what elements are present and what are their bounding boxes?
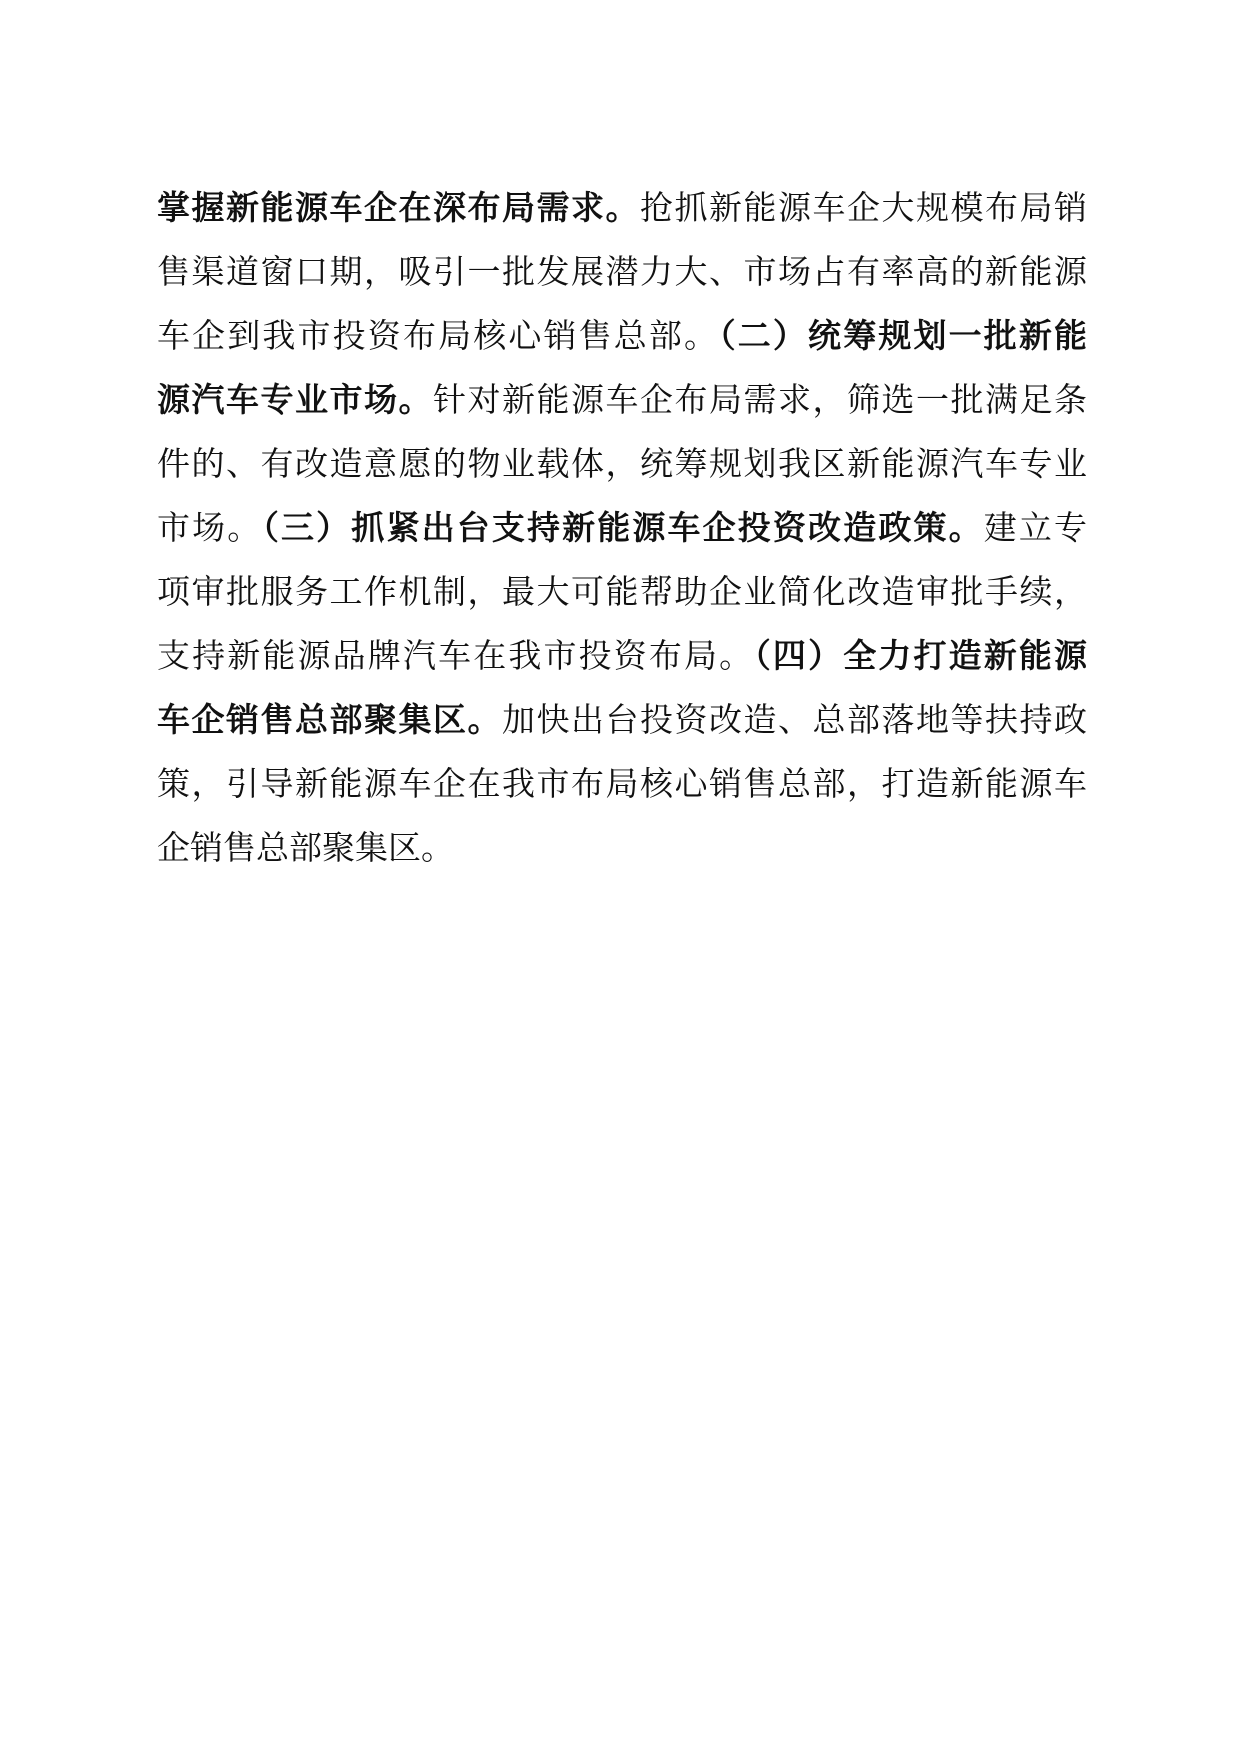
paragraph-line (157, 688, 1087, 752)
paragraph-line (157, 496, 1087, 560)
paragraph-line (157, 368, 1087, 432)
body-text: 项审批服务工作机制，最大可能帮助企业简化改造审批手续， (157, 572, 1087, 611)
bold-heading-text: （二）统筹规划一批新能 (719, 316, 1088, 355)
paragraph-line (157, 304, 1087, 368)
paragraph-line (157, 176, 1087, 240)
bold-heading-text: 掌握新能源车企在深布局需求。 (157, 188, 640, 227)
paragraph-line (157, 816, 1087, 880)
body-text: 建立专 (983, 508, 1088, 547)
paragraph-line (157, 240, 1087, 304)
body-text: 抢抓新能源车企大规模布局销 (640, 188, 1087, 227)
body-paragraph (157, 176, 1087, 880)
bold-heading-text: （四）全力打造新能源 (754, 636, 1088, 675)
body-text: 车企到我市投资布局核心销售总部。 (157, 316, 720, 355)
paragraph-line (157, 624, 1087, 688)
paragraph-line (157, 752, 1087, 816)
paragraph-line (157, 560, 1087, 624)
paragraph-line (157, 432, 1087, 496)
body-text: 市场。 (157, 508, 263, 547)
body-text: 策，引导新能源车企在我市布局核心销售总部，打造新能源车 (157, 764, 1087, 803)
bold-heading-text: 源汽车专业市场。 (157, 380, 433, 419)
body-text: 售渠道窗口期，吸引一批发展潜力大、市场占有率高的新能源 (157, 252, 1087, 291)
body-text: 加快出台投资改造、总部落地等扶持政 (502, 700, 1087, 739)
body-text: 企销售总部聚集区。 (157, 828, 454, 867)
body-text: 件的、有改造意愿的物业载体，统筹规划我区新能源汽车专业 (157, 444, 1087, 483)
bold-heading-text: 车企销售总部聚集区。 (157, 700, 502, 739)
body-text: 支持新能源品牌汽车在我市投资布局。 (157, 636, 755, 675)
body-text: 针对新能源车企布局需求，筛选一批满足条 (433, 380, 1087, 419)
bold-heading-text: （三）抓紧出台支持新能源车企投资改造政策。 (262, 508, 984, 547)
